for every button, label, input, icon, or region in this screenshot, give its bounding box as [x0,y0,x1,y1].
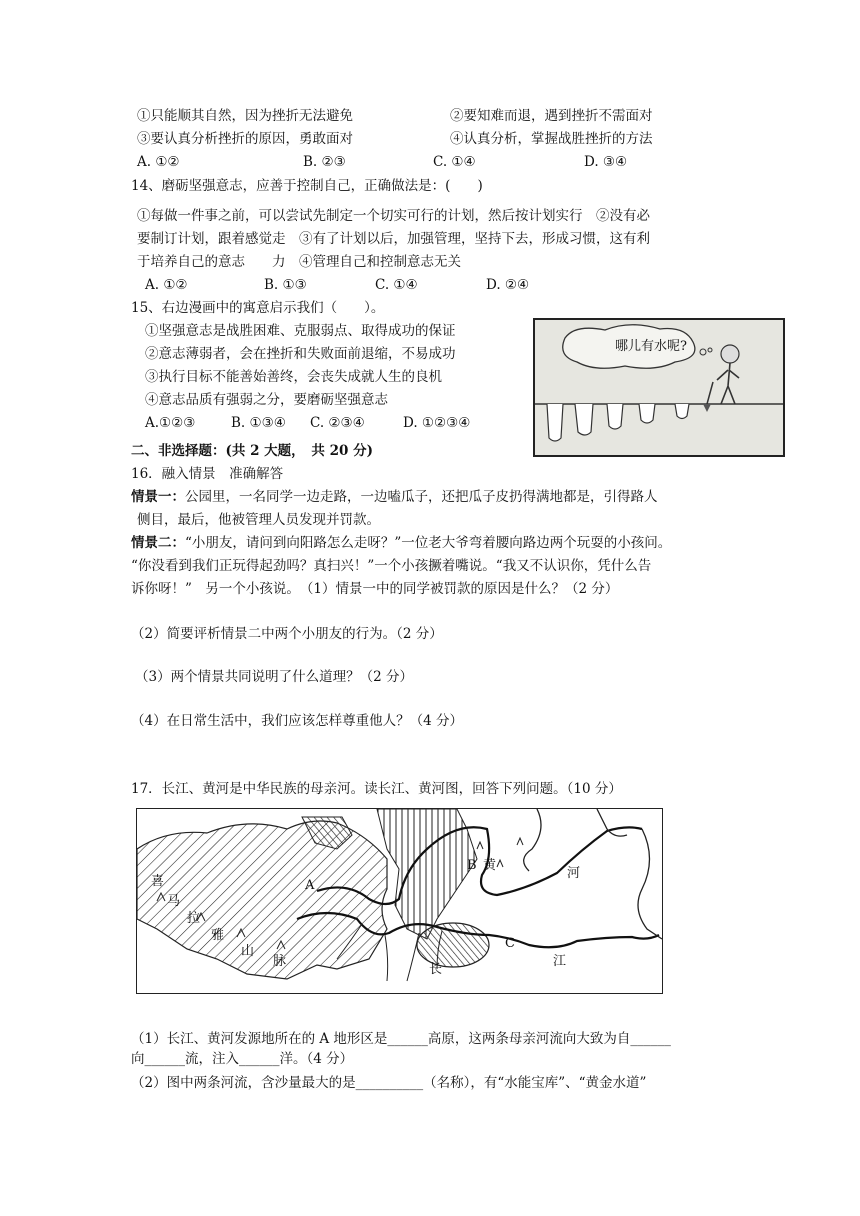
map-label-b: B [467,858,477,873]
map-label-a: A [305,878,315,893]
map-label-ya: 雅 [211,928,225,943]
q16-scenario-1-line-1 [131,487,658,507]
q15-option-3: ③执行目标不能善始善终，会丧失成就人生的良机 [145,369,442,385]
q14-body-line-1: ①每做一件事之前，可以尝试先制定一个切实可行的计划，然后按计划实行 ②没有必 [137,208,650,224]
q15-choice-a: A.①②③ [145,415,196,431]
q14-stem: 14、磨砺坚强意志，应善于控制自己，正确做法是：( ) [131,178,483,194]
q15-option-1: ①坚强意志是战胜困难、克服弱点、取得成功的保证 [145,323,456,339]
q13-option-4: ④认真分析，掌握战胜挫折的方法 [450,131,653,147]
map-label-he: 河 [567,866,581,881]
q17-sub-question-1-line-1: （1）长江、黄河发源地所在的 A 地形区是______高原，这两条母亲河流向大致为自______ [131,1031,671,1047]
q13-option-1: ①只能顺其自然，因为挫折无法避免 [137,108,353,124]
map-label-mai: 脉 [273,954,287,969]
q16-sub-question-3: （3）两个情景共同说明了什么道理？（2 分） [135,669,413,685]
q16-scenario-2-line-3: 诉你呀！” 另一个小孩说。 （1）情景一中的同学被罚款的原因是什么？（2 分） [131,581,619,597]
q15-choice-d: D. ①②③④ [403,415,471,431]
q17-title: 17．长江、黄河是中华民族的母亲河。读长江、黄河图，回答下列问题。（10 分） [131,781,622,797]
q16-scenario-1-label: 情景一： [131,489,185,505]
map-label-la: 拉 [187,911,201,926]
yangtze-yellow-river-map [136,808,663,994]
q13-choice-b: B. ②③ [303,154,346,170]
q16-title: 16．融入情景 准确解答 [131,466,284,482]
q16-scenario-2-line-1 [131,533,671,553]
map-label-huang: 黄 [483,858,497,873]
q15-stem: 15、右边漫画中的寓意启示我们（ ）。 [131,300,385,316]
map-label-chang: 长 [429,962,443,977]
q16-scenario-1-line-2: 侧目，最后，他被管理人员发现并罚款。 [137,512,380,528]
q16-scenario-2-line-2: “你没看到我们正玩得起劲吗？真扫兴！”一个小孩撅着嘴说。“我又不认识你，凭什么告 [131,558,652,574]
q14-body-line-3: 于培养自己的意志 力 ④管理自己和控制意志无关 [137,254,461,270]
q14-choice-b: B. ①③ [264,277,307,293]
q14-body-line-2: 要制订计划，跟着感觉走 ③有了计划以后，加强管理，坚持下去，形成习惯，这有利 [137,231,650,247]
q16-sub-question-4: （4）在日常生活中，我们应该怎样尊重他人？（4 分） [131,713,463,729]
q15-choice-c: C. ②③④ [310,415,365,431]
cartoon-speech-text: 哪儿有水呢? [615,339,687,354]
q15-option-2: ②意志薄弱者，会在挫折和失败面前退缩，不易成功 [145,346,456,362]
map-label-ma: 马 [167,894,181,909]
q14-choice-a: A. ①② [145,277,188,293]
map-label-jiang: 江 [553,954,567,969]
q13-choice-d: D. ③④ [584,154,628,170]
section-2-heading: 二、非选择题：(共 2 大题， 共 20 分) [131,443,374,459]
q16-scenario-2-label: 情景二： [131,535,185,551]
q15-option-4: ④意志品质有强弱之分，要磨砺坚强意志 [145,392,388,408]
q13-option-3: ③要认真分析挫折的原因，勇敢面对 [137,131,353,147]
map-label-xi: 喜 [151,874,165,889]
q14-choice-c: C. ①④ [375,277,418,293]
q16-sub-question-2: （2）简要评析情景二中两个小朋友的行为。（2 分） [131,626,443,642]
q13-choice-c: C. ①④ [433,154,476,170]
q13-option-2: ②要知难而退，遇到挫折不需面对 [450,108,653,124]
map-label-shan: 山 [241,944,255,959]
q16-scenario-2-text: “小朋友，请问到向阳路怎么走呀？”一位老大爷弯着腰向路边两个玩耍的小孩问。 [185,535,672,551]
cartoon-image [533,318,785,457]
q13-choice-a: A. ①② [137,154,180,170]
q15-choice-b: B. ①③④ [231,415,286,431]
q17-sub-question-2-line-1: （2）图中两条河流，含沙量最大的是__________（名称），有“水能宝库”、“黄金水道” [131,1075,647,1091]
q14-choice-d: D. ②④ [486,277,530,293]
map-label-c: C [505,936,515,951]
q16-scenario-1-text: 公园里，一名同学一边走路，一边嗑瓜子，还把瓜子皮扔得满地都是，引得路人 [185,489,658,505]
q17-sub-question-1-line-2: 向______流，注入______洋。（4 分） [131,1051,354,1067]
